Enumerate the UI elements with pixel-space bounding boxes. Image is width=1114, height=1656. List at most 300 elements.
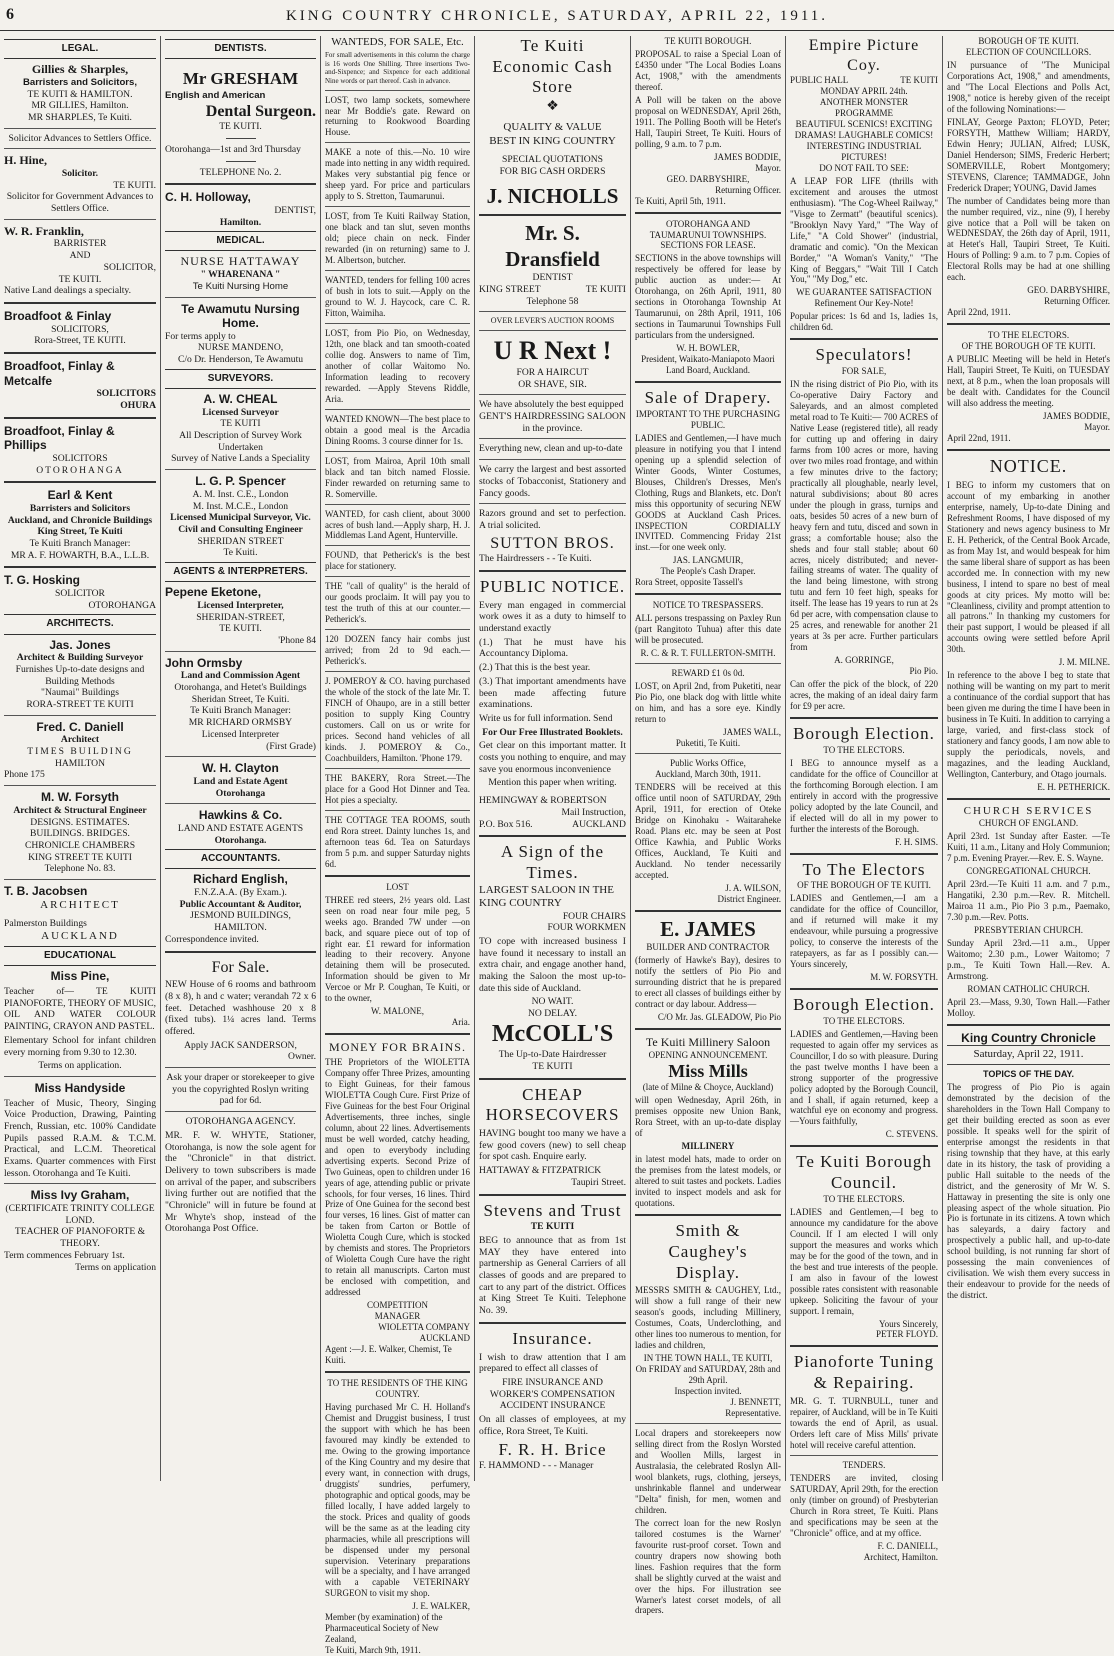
english-t1: F.N.Z.A.A. (By Exam.). — [194, 887, 287, 899]
dransfield-t1: DENTIST — [532, 272, 573, 284]
smith-text: MESSRS SMITH & CAUGHEY, Ltd., will show a full range of their new season's goods, including Millinery, Costumes, Coats, Underclothing, and other lines too numerous to mention, for ladies and children, — [635, 1285, 781, 1351]
hem-line — [479, 819, 626, 831]
section-heading-medical: MEDICAL. — [165, 231, 316, 251]
section-heading-legal: LEGAL. — [4, 39, 156, 59]
oto-agency-heading: OTOROHANGA AGENCY. — [185, 1116, 296, 1128]
spencer-t3: Licensed Municipal Surveyor, Vic. Civil and Consulting Engineer — [170, 512, 311, 535]
gresham-t2: Dental Surgeon. — [205, 102, 316, 120]
holloway-name: C. H. Holloway, — [165, 190, 251, 205]
drapery-sig1: JAS. LANGMUIR, — [672, 555, 744, 566]
pine-school: Elementary School for infant children every morning from 9.30 to 12.30. — [4, 1034, 156, 1058]
wanted-found: FOUND, that Petherick's is the best place for stationery. — [325, 550, 470, 572]
public-t4: (3.) That important amendments have been made affecting future examinations. — [479, 675, 626, 711]
sign-t3: FOUR WORKMEN — [547, 922, 626, 934]
te-sub: OF THE BOROUGH OF TE KUITI. — [797, 880, 931, 891]
sign-t4: TO cope with increased business I have found it necessary to install an extra chair, and engage another hand, making the Saloon the most up-to-date this side of Auckland. — [479, 935, 626, 994]
wanteds-intro: For small advertisements in this column the charge is 16 words One Shilling. Three insertions Two-and-Sixpence; and Sixpence for each additional Nine words or part thereof. Cash in advance. — [325, 51, 470, 85]
reward-place: Puketiti, Te Kuiti. — [675, 737, 741, 748]
mccoll-t2: TE KUITI — [532, 1060, 573, 1072]
trespass-heading: NOTICE TO TRESPASSERS. — [652, 600, 764, 611]
jacobsen-name: T. B. Jacobsen — [4, 884, 88, 899]
trespass-sig: R. C. & R. T. FULLERTON-SMITH. — [640, 648, 776, 659]
hosking-sub: SOLICITOR — [55, 588, 105, 600]
page-header — [0, 0, 1114, 31]
public-heading: PUBLIC NOTICE. — [479, 576, 626, 596]
column-notices — [631, 36, 785, 1616]
te-text: LADIES and Gentlemen,—I am a candidate for the office of Councillor, and if returned will make it my endeavour, while pursuing a progressive policy, to conserve the interests of the ratepayers, as far as I possibly can.—Yours sincerely, — [790, 893, 938, 970]
earl-t3: Te Kuiti Branch Manager: — [29, 537, 131, 549]
clayton-name: W. H. Clayton — [202, 761, 279, 776]
earl-name: Earl & Kent — [47, 488, 113, 503]
smith-t3: Inspection invited. — [674, 1386, 742, 1397]
spencer-t1: A. M. Inst. C.E., London — [192, 488, 289, 500]
cheal-t4: Undertaken — [218, 441, 263, 453]
franklin-t3: SOLICITOR, — [103, 261, 156, 273]
empire-t5: BEAUTIFUL SCENICS! EXCITING DRAMAS! LAUGHABLE COMICS! INTERESTING INDUSTRIAL PICTURES! — [794, 118, 934, 162]
wanteds-heading: WANTEDS, FOR SALE, Etc. — [331, 36, 464, 48]
notice-text: I BEG to inform my customers that on account of my embarking in another enterprise, namely, Up-to-date Dining and Refreshment Rooms, I have disposed of my Stationery and news agency business to Mr E. H. Petherick, of the Central Book Arcade, as from May 1st, and would bespeak for him the same liberal share of support as has been accorded me. In connection with my new business, I intend to spare no best of meal goods at city prices. My motto will be: "Cleanliness, civility and prompt attention to all patrons." In thanking my customers for their past support, I would be pleased if all accounts owing were settled before April 30th. — [947, 479, 1110, 655]
smith-t2: On FRIDAY and SATURDAY, 28th and 29th April. — [635, 1364, 781, 1386]
pw-sig2: District Engineer. — [717, 893, 781, 904]
money-text: THE Proprietors of the WIOLETTA Company offer Three Prizes, amounting to Eight Guineas, for their famous WIOLETTA Cough Cure. First Prize of Five Guineas for the best Four Original Advertisements, three inches, single column, about 22 lines. Advertisements must be well worded, catchy heading, and open to everybody including advertising experts. Second Prize of Two Guineas, open to children under 16 years of age, attending public or private schools, for four verses, 16 lines. Third Prize of One Guinea for the second best four verses, 16 lines. Gist of matter can be taken from Carton or Bottle of Wioletta Cough Cure, which is stocked by chemists and stores. The Proprietors of Wioletta Cough Cure have the right to retain all manuscripts. Carton must be enclosed with competition, and addressed — [325, 1056, 470, 1298]
pw-t2: Auckland, March 30th, 1911. — [655, 768, 761, 779]
be2-sub: TO THE ELECTORS. — [823, 1015, 905, 1026]
church-heading: CHURCH SERVICES — [963, 804, 1094, 817]
eketone-t1: Licensed Interpreter, — [197, 599, 284, 611]
hem-name: HEMINGWAY & ROBERTSON — [479, 795, 607, 807]
graham-t2: TEACHER OF PIANOFORTE & THEORY. — [14, 1226, 146, 1250]
borough-heading: TE KUITI BOROUGH. — [664, 36, 752, 46]
page-number: 6 — [6, 6, 14, 23]
poll-sig2: Mayor. — [755, 162, 781, 173]
column-ads — [475, 36, 630, 1481]
residents-text: Having purchased Mr C. H. Holland's Chemist and Druggist business, I trust the support with which he has been favoured may kindly be extended to me. Owing to the growing importance of the King Country and my desire that every want, in connection with drugs, druggists' sundries, perfumery, photographic and optical goods, may be filled locally, I have added largely to the stock. Prices and quality of goods will be the same as at the leading city pharmacies, while all prescriptions will be dispensed under my personal supervision. Veterinary preparations will be a specialty, and I have arranged with a capable VETERINARY SURGEON to visit my shop. — [325, 1401, 470, 1599]
residents-t2: Te Kuiti, March 9th, 1911. — [325, 1645, 421, 1656]
holloway-t2: Hamilton. — [219, 216, 262, 228]
notice-heading: NOTICE. — [989, 455, 1068, 476]
wanted-lost3: LOST, from Pio Pio, on Wednesday, 12th, one black and tan smooth-coated collie dog. Answers to name of Tim, another of collar Waitomo No. Information leading to recovery rewarded. —Apply Stevens Riddle, Aria. — [325, 327, 470, 404]
election-t2: The number of Candidates being more than the number required, viz., nine (9), I hereby give notice that a Poll will be taken on WEDNESDAY, the 26th day of April, 1911, at Hetet's Hall, Taupiri Street, Te Kuiti. Hours of Polling: 9 a.m. to 7 p.m. Copies of Electoral Rolls may be had at one shilling each. — [947, 195, 1110, 283]
ce-text: April 23rd. 1st Sunday after Easter. —Te Kuiti, 11 a.m., Litany and Holy Communion; 7 p.m. Evening Prayer.—Rev. E. S. Wayne. — [947, 831, 1110, 864]
wanted-cottage: THE COTTAGE TEA ROOMS, south end Rora street. Dainty lunches 1s, and afternoon teas 6d. Tea on Saturdays from 5 p.m. and supper Saturday nights 6d. — [325, 814, 470, 869]
insurance-t2: FIRE INSURANCE AND WORKER'S COMPENSATION ACCIDENT INSURANCE — [489, 1377, 616, 1412]
forsale-text: NEW House of 6 rooms and bathroom (8 x 8), h and c water; verandah 72 x 6 feet. Detached washhouse 20 x 8 (fixed tubs). 1¼ acres land. Terms offered. — [165, 979, 316, 1037]
james-name: E. JAMES — [660, 916, 756, 941]
tkc-text: LADIES and Gentlemen,—I beg to announce my candidature for the above Council. If I am elected I will only support the measures and works which may be for the good of the town, and in the best and true interests of the people. I am also in favour of the lowest possible rates consistent with reasonable upkeep. Soliciting the favour of your support. I remain, — [790, 1206, 938, 1316]
franklin-t1: BARRISTER — [53, 238, 107, 250]
earl-t4: MR A. F. HOWARTH, B.A., L.L.B. — [10, 549, 150, 561]
lost-heading: LOST — [386, 881, 409, 892]
clayton-t2: Otorohanga — [215, 787, 266, 799]
hawkins-name: Hawkins & Co. — [198, 808, 283, 823]
te-sig: M. W. FORSYTH. — [870, 972, 938, 983]
sutton-name: SUTTON BROS. — [490, 534, 615, 552]
drapery-sig3: Rora Street, opposite Tassell's — [635, 577, 743, 588]
public-t7: Get clear on this important matter. It costs you nothing to enquire, and may save you enormous inconvenience — [479, 740, 626, 775]
forsyth-sub: Architect & Structural Engineer — [13, 804, 147, 816]
be2-heading: Borough Election. — [793, 994, 935, 1014]
smith-heading: Smith & Caughey's Display. — [668, 1221, 748, 1282]
notice-sig: J. M. MILNE. — [1058, 657, 1110, 668]
be2-sig: C. STEVENS. — [885, 1129, 938, 1140]
hem-t1: Mail Instruction, — [561, 806, 626, 818]
wanted-client: WANTED, for cash client, about 3000 acres of bush land.—Apply sharp, H. J. Middlemas Land Agent, Hunterville. — [325, 508, 470, 541]
electors-sig1: JAMES BODDIE, — [1042, 411, 1110, 421]
handyside-text: Teacher of Music, Theory, Singing Voice Production, Drawing, Painting French, Russian, etc. 100% Candidate Pupils passed R.A.M. & T.C.M. Practical, and L.C.M. Theoretical Exams. Quarter commences with First lesson. Otorohanga and Te Kuiti. — [4, 1097, 156, 1179]
eketone-t2: SHERIDAN-STREET, — [196, 611, 285, 623]
drapery-heading: Sale of Drapery. — [644, 388, 772, 408]
empire-t4: ANOTHER MONSTER PROGRAMME — [819, 96, 909, 118]
jacobsen-t2: Palmerston Buildings — [4, 918, 87, 930]
column-dentists — [161, 36, 320, 1481]
mills-name: Miss Mills — [668, 1060, 748, 1081]
hem-t2: P.O. Box 516. — [479, 818, 533, 830]
daniell-t1: TIMES BUILDING — [27, 746, 133, 758]
reward-text: LOST, on April 2nd, from Puketiti, near Pio Pio, one black dog with little white on him, and has a sore eye. Kindly return to — [635, 681, 781, 725]
spencer-t5: Te Kuiti. — [223, 547, 258, 559]
cheal-name: A. W. CHEAL — [203, 392, 278, 407]
brice-t1: F. HAMMOND - - - Manager — [479, 1460, 594, 1472]
pine-name: Miss Pine, — [50, 969, 110, 984]
hem-t3: AUCKLAND — [572, 818, 626, 830]
earl-t2: Auckland, and Chronicle Buildings King Street, Te Kuiti — [7, 514, 153, 538]
oto-agency-text: MR. F. W. WHYTE, Stationer, Otorohanga, is now the sole agent for the "Chronicle" in that district. Delivery to town subscribers is made on arrival of the paper, and subscribers living further out are notified that the "Chronicle" will in future be found at Mr Whyte's shop, instead of the Otorohanga Post Office. — [165, 1129, 316, 1235]
pw-sig1: J. A. WILSON, — [725, 882, 781, 893]
poll-text: A Poll will be taken on the above proposal on WEDNESDAY, April 26th, 1911. The Polling Booth will be Hetet's Hall, Taupiri Street, Te Kuiti. Hours of polling, 9 a.m. to 7 p.m. — [635, 94, 781, 149]
metcalfe-sub: SOLICITORS — [96, 388, 156, 400]
electors-sig2: Mayor. — [1084, 421, 1110, 432]
hine-sub: Solicitor. — [61, 167, 99, 179]
mccoll-t1: The Up-to-Date Hairdresser — [498, 1049, 607, 1061]
section-heading-dentists: DENTISTS. — [165, 39, 316, 59]
cheap-place: Taupiri Street. — [571, 1176, 626, 1188]
money-t2: MANAGER — [374, 1311, 421, 1322]
lost-steers-place: Aria. — [451, 1017, 470, 1028]
ormsby-t6: (First Grade) — [266, 740, 316, 752]
phillips-name: Broadfoot, Finlay & Phillips — [4, 423, 115, 453]
tkc-sig2: PETER FLOYD. — [875, 1329, 938, 1340]
section-heading-agents: AGENTS & INTERPRETERS. — [165, 562, 316, 582]
urnext-t1: FOR A HAIRCUT — [516, 366, 589, 378]
jones-name: Jas. Jones — [49, 637, 111, 652]
pres-heading: PRESBYTERIAN CHURCH. — [973, 925, 1083, 936]
franklin-name: W. R. Franklin, — [4, 223, 84, 238]
notice-sig2: E. H. PETHERICK. — [1037, 782, 1110, 793]
hawkins-t2: Otorohanga. — [214, 834, 267, 846]
rc-heading: ROMAN CATHOLIC CHURCH. — [967, 983, 1090, 994]
wanted-call: THE "call of quality" is the herald of our goods proclaim. It will pay you to test the truth of this at our counter.—Petherick's. — [325, 581, 470, 625]
money-t5: Agent :—J. E. Walker, Chemist, Te Kuiti. — [325, 1344, 452, 1366]
wanted-bakery: THE BAKERY, Rora Street.—The place for a Good Hot Dinner and Tea. Hot pies a specialty. — [325, 772, 470, 805]
stevens-text: BEG to announce that as from 1st MAY they have entered into partnership as General Carriers of all classes of goods and are prepared to cart to any part of the district. Offices at King Street Te Kuiti. Telephone No. 39. — [479, 1234, 626, 1317]
gillies-sub: Barristers and Solicitors, — [22, 76, 138, 88]
empire-t10: Popular prices: 1s 6d and 1s, ladies 1s, children 6d. — [790, 311, 938, 333]
smith-t1: IN THE TOWN HALL, TE KUITI, — [643, 1353, 773, 1364]
ormsby-t2: Otorohanga, and Hetet's Buildings Sheridan Street, Te Kuiti. — [174, 681, 307, 705]
hattaway-name: NURSE HATTAWAY — [180, 254, 301, 269]
forsale-owner: Owner. — [288, 1051, 316, 1063]
cheap-text: HAVING bought too many we have a few good covers (new) to sell cheap for spot cash. Enquire early. — [479, 1128, 626, 1163]
pine-terms: Terms on application. — [38, 1060, 122, 1072]
brice-name: F. R. H. Brice — [498, 1439, 607, 1459]
public-t8: Mention this paper when writing. — [488, 777, 617, 789]
pw-text: TENDERS will be received at this office until noon of SATURDAY, 29th April, 1911, for erection of Oteke Bridge on Kinohaku - Waitaraheke Road. Plans etc. may be seen at Post Office Kawhia, and Public Works Offices, Auckland, Te Kuiti and Auckland. No tender necessarily accepted. — [635, 781, 781, 880]
tkc-sub: TO THE ELECTORS. — [823, 1193, 905, 1204]
empire-t2: TE KUITI — [900, 75, 938, 86]
spec-t2: Can offer the pick of the block, of 220 acres, the making of an ideal dairy farm for £9 per acre. — [790, 679, 938, 712]
tailored-text: The correct loan for the new Roslyn tailored costumes is the Warner' favourite rust-proof corset. Town and country drapers now showing both lines. Fashion requires that the form shall be slightly curved at the waist and over the hips. For illustration see Warner's latest corset models, of all drapers. — [635, 1517, 781, 1616]
earl-t1: Barristers and Solicitors — [29, 502, 131, 514]
forsyth-t5: Telephone No. 83. — [44, 863, 116, 875]
public-t6: For Our Free Illustrated Booklets. — [482, 726, 623, 738]
masthead-title: KING COUNTRY CHRONICLE, SATURDAY, APRIL 22, 1911. — [285, 8, 829, 24]
local-text: Local drapers and storekeepers now selling direct from the Roslyn Worsted and Woollen Mills, largest in Australasia, the celebrated Roslyn All-wool blankets, rugs, clothing, jerseys, unshrinkable flannel and underwear "Delta" finish, for men, women and children. — [635, 1427, 781, 1515]
election-sig2: Returning Officer. — [1044, 296, 1110, 307]
reward-sig: JAMES WALL, — [723, 727, 781, 738]
pres-text: Sunday April 23rd.—11 a.m., Upper Waitomo; 2.30 p.m., Lower Waitomo; 7 p.m., Te Kuiti Town Hall.—Rev. A. Armstrong. — [947, 938, 1110, 981]
forsale-heading: For Sale. — [211, 958, 270, 976]
public-t1: Every man engaged in commercial work owes it as a duty to himself to understand exactly — [479, 599, 626, 634]
cheap-sig: HATTAWAY & FITZPATRICK — [479, 1165, 602, 1177]
dransfield-name: Mr. S. Dransfield — [505, 221, 600, 271]
sign-t2: FOUR CHAIRS — [562, 910, 626, 922]
sign-heading: A Sign of the Times. — [500, 842, 605, 882]
finlay-name: Broadfoot & Finlay — [4, 308, 112, 323]
urnext-t7: Razors ground and set to perfection. A trial solicited. — [479, 508, 626, 531]
empire-heading: Empire Picture Coy. — [808, 37, 920, 74]
millinery-heading: Te Kuiti Millinery Saloon — [645, 1034, 771, 1049]
gillies-place: TE KUITI & HAMILTON. — [27, 88, 133, 100]
reward-heading: REWARD £1 0s 0d. — [671, 668, 745, 679]
daniell-sub: Architect — [60, 734, 100, 746]
money-t4: AUCKLAND — [419, 1333, 470, 1344]
oto-lease-heading: OTOROHANGA AND TAUMARUNUI TOWNSHIPS. — [649, 218, 767, 240]
cheal-t3: All Description of Survey Work — [179, 430, 302, 442]
hine-place: TE KUITI. — [113, 179, 156, 191]
column-wanteds — [321, 36, 474, 1656]
wanted-lost2: LOST, from Te Kuiti Railway Station, one black and tan slut, seven months old; piece chain on neck. Finder rewarded (in on returning) same to J. M. Albertson, butcher. — [325, 211, 470, 266]
be1-sub: TO THE ELECTORS. — [823, 744, 905, 755]
hattaway-t2: Te Kuiti Nursing Home — [192, 280, 289, 292]
residents-heading: TO THE RESIDENTS OF THE KING COUNTRY. — [327, 1378, 468, 1399]
jones-sub: Architect & Building Surveyor — [16, 652, 144, 664]
cong-heading: CONGREGATIONAL CHURCH. — [966, 866, 1091, 877]
rc-text: April 23.—Mass, 9.30, Town Hall.—Father Molloy. — [947, 996, 1110, 1018]
te-heading: To The Electors — [802, 859, 926, 879]
cheap-heading-2: HORSECOVERS — [485, 1105, 620, 1125]
oto-lease-sig2: President, Waikato-Maniapoto Maori Land Board, Auckland. — [641, 354, 775, 376]
awamutu-t2: For terms apply to — [165, 330, 236, 342]
electors-text: A PUBLIC Meeting will be held in Hetet's Hall, Taupiri Street, Te Kuiti, on TUESDAY next, at 8 p.m., when the loan proposals will be dealt with. Candidates for the Council will also address the meeting. — [947, 354, 1110, 409]
sign-t1: LARGEST SALOON IN THE KING COUNTRY — [479, 883, 614, 910]
holloway-t1: DENTIST, — [274, 204, 316, 216]
forsyth-t3: CHRONICLE CHAMBERS — [24, 839, 136, 851]
oto-lease-sub: SECTIONS FOR LEASE. — [660, 240, 756, 251]
franklin-t2: AND — [69, 250, 91, 262]
stevens-heading: Stevens and Trust — [483, 1200, 622, 1220]
mills-t2: will open Wednesday, April 26th, in premises opposite new Union Bank, Rora Street, with an up-to-date display of — [635, 1095, 781, 1139]
mills-t4: in latest model hats, made to order on the premises from the latest models, or altered to suit tastes and pockets. Ladies invited to inspect models and ask for quotations. — [635, 1154, 781, 1209]
pw-t1: Public Works Office, — [670, 757, 746, 768]
smith-sig1: J. BENNETT, — [730, 1397, 781, 1408]
graham-t3: Term commences February 1st. — [4, 1249, 125, 1261]
poll-sig4: Returning Officer. — [715, 184, 781, 195]
empire-t7: A LEAP FOR LIFE (thrills with excitement and arouses the utmost enthusiasm). "The Cog-Wheel Railway," "Visge to Zermatt" (beautiful scenics). "Brooklyn Navy Yard," "The Way of Life," "A Cold Shower" (industrial, dramatic and comic). "On the Mexican Border," "A Woman's Vanity," "The King of Beggars," "Wait Till I Catch You," "My Dog," etc. — [790, 175, 938, 285]
pine-text: Teacher of— TE KUITI PIANOFORTE, THEORY OF MUSIC, OIL AND WATER COLOUR PAINTING, CRAYON AND PASTEL. — [4, 985, 156, 1033]
phillips-sub: SOLICITORS — [52, 452, 108, 464]
election-sig1: GEO. DARBYSHIRE, — [1027, 285, 1110, 296]
daniell-name: Fred. C. Daniell — [36, 719, 124, 734]
graham-t1: (CERTIFICATE TRINITY COLLEGE LOND. — [5, 1203, 155, 1226]
wanted-lost4: LOST, from Mairoa, April 10th small black and tan bitch named Flossie. Finder rewarded on returning same to R. Somerville. — [325, 455, 470, 499]
english-t3: JESMOND BUILDINGS, — [190, 910, 291, 922]
mills-t1: (late of Milne & Choyce, Auckland) — [642, 1082, 774, 1093]
urnext-t6: We carry the largest and best assorted stocks of Tobacconist, Stationery and Fancy goods. — [479, 464, 626, 499]
handyside-name: Miss Handyside — [34, 1080, 126, 1095]
sutton-sub: The Hairdressers - - Te Kuiti. — [479, 553, 592, 565]
eketone-t3: TE KUITI. — [219, 623, 262, 635]
gillies-name: Gillies & Sharples, — [31, 62, 129, 77]
awamutu-t1: Te Awamutu Nursing Home. — [181, 301, 300, 331]
franklin-t4: TE KUITI. — [58, 273, 102, 285]
insurance-t3: On all classes of employees, at my office, Rora Street, Te Kuiti. — [479, 1414, 626, 1437]
public-t3: (2.) That this is the best year. — [479, 662, 591, 674]
cheal-t1: Licensed Surveyor — [202, 406, 279, 418]
spencer-t4: SHERIDAN STREET — [197, 535, 284, 547]
topics-text: The progress of Pio Pio is again demonstrated by the decision of the shareholders in the Town Hall Company to get their building erected as soon as ever possible. It speaks well for the spirit of enterprise amongst the residents in that rising township that they have, at this early date in its history, the task of providing a public Hall suitable to the needs of the district, and the generosity of Mr W. S. Hattaway in presenting the site is only one pleasing aspect of the whole situation. Pio Pio is fortunate in its citizens. A town which has saleyards, a dairy factory and prospectively a public hall, and up-to-date school building, is not running far short of possessing the main conveniences of civilisation. We wish them every success in their endeavour to provide for the needs of the district. — [947, 1081, 1110, 1301]
tenders-sig1: F. C. DANIELL, — [877, 1540, 938, 1551]
empire-t8: WE GUARANTEE SATISFACTION — [796, 287, 932, 298]
column-pictures — [786, 36, 942, 1562]
ecs-t6: FOR BIG CASH ORDERS — [499, 165, 606, 177]
empire-t9: Refinement Our Key-Note! — [814, 298, 914, 309]
forsyth-name: M. W. Forsyth — [41, 790, 119, 805]
wanted-make: MAKE a note of this.—No. 10 wire made into netting in any width required. Makes very substantial pig fence or sheep yard. For price and particulars apply to S. Stretton, Taumarunui. — [325, 147, 470, 202]
hine-name: H. Hine, — [4, 153, 48, 168]
urnext-t3: We have absolutely the best equipped — [479, 399, 624, 411]
ecs-t1: Te Kuiti — [520, 36, 585, 55]
spencer-name: L. G. P. Spencer — [195, 474, 286, 489]
forsyth-t4: KING STREET TE KUITI — [28, 851, 132, 863]
finlay-sub: SOLICITORS, — [51, 323, 109, 335]
forsyth-t2: BUILDINGS. BRIDGES. — [30, 828, 130, 840]
wanted-fell: WANTED, tenders for felling 100 acres of bush in lots to suit.—Apply on the ground to W. J. Haycock, care C. R. Fitton, Waimiha. — [325, 275, 470, 318]
dransfield-t3: TE KUITI — [585, 284, 626, 296]
ormsby-t3: Te Kuiti Branch Manager: — [190, 705, 291, 717]
forsyth-t1: DESIGNS. ESTIMATES. — [30, 816, 130, 828]
tkc-sig1: Yours Sincerely, — [878, 1318, 938, 1329]
gresham-name: Mr GRESHAM — [182, 69, 299, 89]
section-heading-accountants: ACCOUNTANTS. — [165, 849, 316, 869]
spec-sig2: Pio Pio. — [909, 666, 938, 677]
ornament-icon: ❖ — [546, 99, 559, 115]
ecs-t5: SPECIAL QUOTATIONS — [502, 154, 603, 166]
ormsby-name: John Ormsby — [165, 655, 243, 670]
graham-name: Miss Ivy Graham, — [30, 1188, 130, 1203]
tenders-sig2: Architect, Hamilton. — [863, 1551, 938, 1562]
money-t1: COMPETITION — [367, 1300, 428, 1311]
topics-heading: TOPICS OF THE DAY. — [982, 1068, 1075, 1079]
clayton-t1: Land and Estate Agent — [193, 775, 288, 787]
james-t1: BUILDER AND CONTRACTOR — [646, 942, 770, 953]
public-t2: (1.) That he must have his Accountancy Diploma. — [479, 636, 626, 660]
gillies-p1: MR GILLIES, Hamilton. — [31, 100, 129, 112]
section-heading-surveyors: SURVEYORS. — [165, 369, 316, 389]
dransfield-t5: OVER LEVER'S AUCTION ROOMS — [490, 316, 615, 326]
hine-text: Solicitor for Government Advances to Settlers Office. — [6, 191, 154, 215]
spec-sub: FOR SALE, — [841, 366, 887, 377]
mccoll-name: McCOLL'S — [491, 1020, 614, 1047]
electors-sub: OF THE BOROUGH OF TE KUITI. — [961, 341, 1096, 352]
english-t5: Correspondence invited. — [165, 933, 259, 945]
millinery-sub: OPENING ANNOUNCEMENT. — [648, 1049, 768, 1060]
section-heading-architects: ARCHITECTS. — [4, 614, 156, 634]
money-heading: MONEY FOR BRAINS. — [329, 1040, 466, 1055]
election-date: April 22nd, 1911. — [947, 307, 1011, 318]
urnext-heading: U R Next ! — [493, 336, 612, 366]
poll-sig1: JAMES BODDIE, — [713, 151, 781, 162]
poll-date: Te Kuiti, April 5th, 1911. — [635, 195, 726, 206]
oto-lease-sig1: W. H. BOWLER, — [676, 343, 740, 354]
forsale-apply: Apply JACK SANDERSON, — [184, 1039, 297, 1051]
sign-t5: NO WAIT. — [531, 996, 574, 1008]
be1-text: I BEG to announce myself as a candidate for the office of Councillor at the forthcoming Borough election. I am entirely in accord with the progressive policy adopted by the late Council, and if elected will do all in my power to further the interests of the Borough. — [790, 757, 938, 834]
eketone-t4: 'Phone 84 — [278, 634, 316, 646]
dransfield-t2: KING STREET — [479, 284, 541, 296]
dransfield-t4: Telephone 58 — [526, 295, 579, 307]
wanted-pomeroy: J. POMEROY & CO. having purchased the whole of the stock of the late Mr. T. FINCH of Ohaupo, are in a still better position to supply King Country customers. Call on us or write for prices. Second hand vehicles of all kinds. J. POMEROY & Co., Coachbuilders, Hamilton. 'Phone 179. — [325, 676, 470, 763]
residents-sig: J. E. WALKER, — [412, 1601, 470, 1612]
section-heading-educational: EDUCATIONAL — [4, 946, 156, 966]
gresham-t5: TELEPHONE No. 2. — [199, 166, 282, 178]
james-addr: C/O Mr. Jas. GLEADOW, Pio Pio — [657, 1011, 781, 1022]
lost-steers-sig: W. MALONE, — [371, 1006, 424, 1017]
be1-heading: Borough Election. — [793, 724, 935, 744]
urnext-t4: GENT'S HAIRDRESSING SALOON in the province. — [479, 411, 626, 434]
election-sub: ELECTION OF COUNCILLORS. — [965, 46, 1092, 57]
gresham-t4: Otorohanga—1st and 3rd Thursday — [165, 143, 301, 155]
ecs-t4: BEST IN KING COUNTRY — [489, 134, 616, 147]
spencer-t2: M. Inst. M.C.E., London — [192, 500, 289, 512]
election-names: FINLAY, George Paxton; FLOYD, Peter; FORSYTH, Matthew William; HARDY, Edwin Henry; JULIAN, Alfred; LUSK, Daniel Henderson; SIMS, Frederic Herbert; SOMERVILLE, Robert Montgomery; STEVENS, Clarence; TAMMADGE, John Frederick Draper; YOUNG, David James — [947, 116, 1110, 193]
public-t5: Write us for full information. Send — [479, 712, 613, 724]
drapery-sub: IMPORTANT TO THE PURCHASING PUBLIC. — [635, 408, 781, 430]
wanted-cook: WANTED KNOWN—The best place to obtain a good meal is the Arcadia Dining Rooms. 3 course dinner for 1s. — [325, 413, 470, 446]
finlay-place: Rora-Street, TE KUITI. — [34, 335, 126, 347]
jones-t1: Furnishes Up-to-date designs and Building Methods — [15, 663, 145, 687]
empire-t1: PUBLIC HALL — [790, 75, 849, 86]
english-t2: Public Accountant & Auditor, — [179, 898, 302, 910]
hosking-place: OTOROHANGA — [88, 599, 156, 611]
piano-heading: Pianoforte Tuning & Repairing. — [793, 1352, 935, 1393]
james-text: (formerly of Hawke's Bay), desires to notify the settlers of Pio Pio and surrounding district that he is prepared to erect all classes of buildings either by contract or day labour. Address— — [635, 955, 781, 1009]
oto-lease-text: SECTIONS in the above townships will respectively be offered for lease by public auction as under:— At Otorohanga, on 26th April, 1911, 80 sections in Otorohanga Township At Taumarunui, on 28th April, 1911, 106 sections in Taumarunui Townships Full particulars from the undersigned. — [635, 253, 781, 341]
spec-heading: Speculators! — [815, 345, 913, 365]
english-t4: HAMILTON. — [214, 922, 267, 934]
spec-sig1: A. GORRINGE, — [834, 655, 894, 666]
lost-steers: THREE red steers, 2½ years old. Last seen on road near four mile peg, 5 weeks ago. Branded 7W under —on back, and square piece out of top of right ear. £1 reward for information leading to their recovery. Anyone detaining them will be prosecuted. Information should be given to Mr Vercoe or Mr P. Coughan, Te Kuiti, or to the owner, — [325, 894, 470, 1004]
tenders-text: TENDERS are invited, closing SATURDAY, April 29th, for the erection only (timber on ground) of Presbyterian Church in Rora street, Te Kuiti. Plans and specifications may be seen at the "Chronicle" office, and at my office. — [790, 1472, 938, 1538]
wanted-lost1: LOST, two lamp sockets, somewhere near Mr Boddie's gate. Reward on returning to Rookwood Boarding House. — [325, 94, 470, 138]
franklin-t5: Native Land dealings a specialty. — [4, 285, 131, 297]
daniell-t3: Phone 175 — [4, 769, 45, 781]
mills-t3: MILLINERY — [681, 1141, 735, 1152]
insurance-heading: Insurance. — [512, 1328, 593, 1348]
be1-sig: F. H. SIMS. — [894, 836, 938, 847]
electors-date: April 22nd, 1911. — [947, 432, 1011, 443]
residents-t1: Member (by examination) of the Pharmaceutical Society of New Zealand, — [325, 1612, 443, 1645]
hosking-name: T. G. Hosking — [4, 573, 81, 588]
